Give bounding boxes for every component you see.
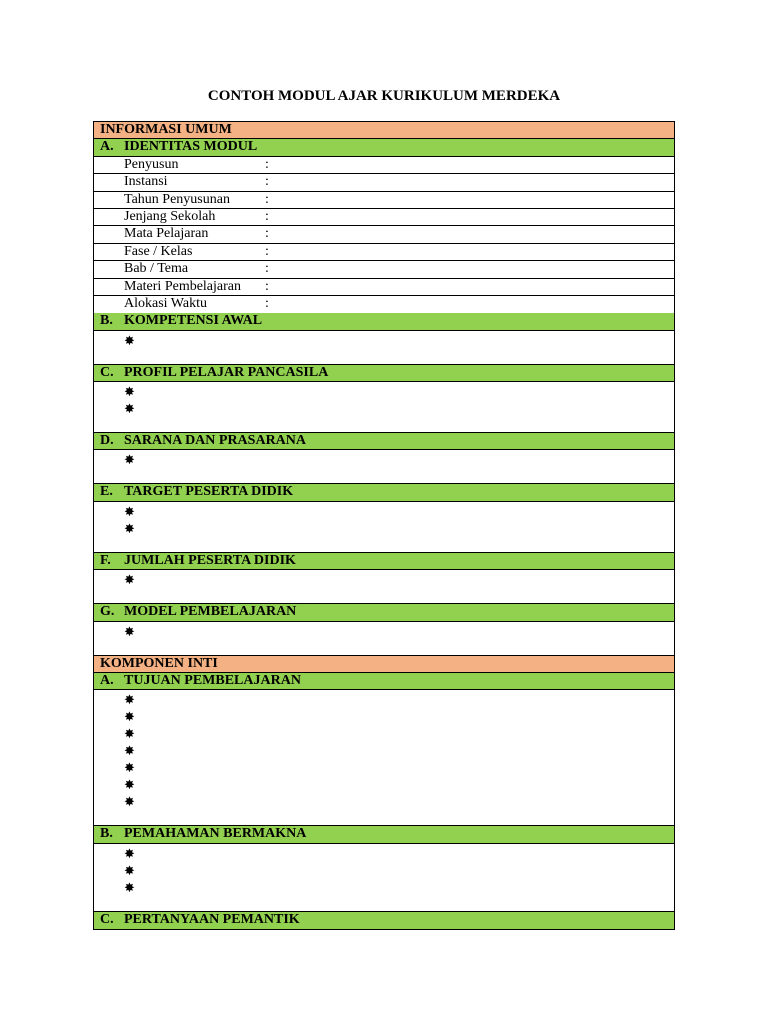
field-colon: : bbox=[265, 174, 269, 190]
subsection-label: TARGET PESERTA DIDIK bbox=[124, 484, 294, 500]
subsection-letter: F. bbox=[100, 552, 111, 568]
komponen-inti-sections bbox=[94, 673, 674, 929]
subsection-label: SARANA DAN PRASARANA bbox=[124, 433, 307, 449]
field-colon: : bbox=[265, 156, 269, 172]
field-label: Fase / Kelas bbox=[124, 243, 193, 259]
subsection-label: KOMPETENSI AWAL bbox=[124, 313, 263, 329]
field-colon: : bbox=[265, 226, 269, 242]
subsection-label: PEMAHAMAN BERMAKNA bbox=[124, 826, 307, 842]
bullet-icon: ✸ bbox=[124, 692, 135, 708]
field-label: Mata Pelajaran bbox=[124, 226, 209, 242]
section-informasi-umum: INFORMASI UMUM bbox=[94, 122, 674, 139]
bullet-icon: ✸ bbox=[124, 384, 135, 400]
document-title: CONTOH MODUL AJAR KURIKULUM MERDEKA bbox=[207, 88, 561, 104]
subsection-letter: E. bbox=[100, 484, 113, 500]
subsection-label: PERTANYAAN PEMANTIK bbox=[124, 911, 300, 927]
informasi-umum-sections bbox=[94, 313, 674, 655]
subsection-kompetensi-awal bbox=[94, 313, 674, 330]
field-label: Tahun Penyusunan bbox=[124, 191, 230, 207]
identitas-fields bbox=[94, 157, 674, 314]
identitas-field-row bbox=[94, 157, 674, 174]
subsection-label: IDENTITAS MODUL bbox=[124, 139, 258, 155]
bullet-icon: ✸ bbox=[124, 760, 135, 776]
bullet-icon: ✸ bbox=[124, 452, 135, 468]
content-box-jumlah-peserta-didik bbox=[94, 570, 674, 604]
bullet-icon: ✸ bbox=[124, 520, 135, 536]
subsection-pemahaman-bermakna bbox=[94, 826, 674, 843]
subsection-pertanyaan-pemantik bbox=[94, 912, 674, 929]
field-label: Jenjang Sekolah bbox=[124, 208, 216, 224]
identitas-field-row bbox=[94, 261, 674, 278]
subsection-label: JUMLAH PESERTA DIDIK bbox=[124, 552, 296, 568]
bullet-icon: ✸ bbox=[124, 726, 135, 742]
subsection-letter: B. bbox=[100, 826, 113, 842]
subsection-letter: D. bbox=[100, 433, 114, 449]
identitas-field-row bbox=[94, 244, 674, 261]
subsection-profil-pelajar-pancasila bbox=[94, 365, 674, 382]
subsection-letter: B. bbox=[100, 313, 113, 329]
bullet-icon: ✸ bbox=[124, 777, 135, 793]
bullet-icon: ✸ bbox=[124, 879, 135, 895]
identitas-field-row bbox=[94, 279, 674, 296]
subsection-sarana-dan-prasarana bbox=[94, 433, 674, 450]
subsection-letter: G. bbox=[100, 604, 115, 620]
subsection-tujuan-pembelajaran bbox=[94, 673, 674, 690]
field-colon: : bbox=[265, 261, 269, 277]
content-box-target-peserta-didik bbox=[94, 502, 674, 553]
subsection-jumlah-peserta-didik bbox=[94, 553, 674, 570]
content-box-tujuan-pembelajaran bbox=[94, 690, 674, 826]
bullet-icon: ✸ bbox=[124, 862, 135, 878]
subsection-label: PROFIL PELAJAR PANCASILA bbox=[124, 364, 329, 380]
field-label: Penyusun bbox=[124, 156, 179, 172]
subsection-identitas-modul bbox=[94, 139, 674, 156]
identitas-field-row bbox=[94, 192, 674, 209]
content-box-kompetensi-awal bbox=[94, 331, 674, 365]
field-label: Alokasi Waktu bbox=[124, 295, 207, 311]
identitas-field-row bbox=[94, 174, 674, 191]
subsection-letter: A. bbox=[100, 673, 114, 689]
content-box-model-pembelajaran bbox=[94, 622, 674, 656]
subsection-label: MODEL PEMBELAJARAN bbox=[124, 604, 297, 620]
identitas-field-row bbox=[94, 296, 674, 313]
field-label: Bab / Tema bbox=[124, 261, 189, 277]
subsection-letter: C. bbox=[100, 364, 114, 380]
content-box-pemahaman-bermakna bbox=[94, 844, 674, 912]
content-box-profil-pelajar-pancasila bbox=[94, 382, 674, 433]
subsection-target-peserta-didik bbox=[94, 484, 674, 501]
module-table bbox=[93, 121, 675, 930]
field-colon: : bbox=[265, 278, 269, 294]
bullet-icon: ✸ bbox=[124, 503, 135, 519]
bullet-icon: ✸ bbox=[124, 623, 135, 639]
subsection-letter: C. bbox=[100, 911, 114, 927]
bullet-icon: ✸ bbox=[124, 709, 135, 725]
bullet-icon: ✸ bbox=[124, 332, 135, 348]
subsection-model-pembelajaran bbox=[94, 604, 674, 621]
identitas-field-row bbox=[94, 226, 674, 243]
field-label: Materi Pembelajaran bbox=[124, 278, 242, 294]
bullet-icon: ✸ bbox=[124, 401, 135, 417]
identitas-field-row bbox=[94, 209, 674, 226]
field-colon: : bbox=[265, 208, 269, 224]
field-colon: : bbox=[265, 191, 269, 207]
bullet-icon: ✸ bbox=[124, 743, 135, 759]
bullet-icon: ✸ bbox=[124, 572, 135, 588]
section-komponen-inti: KOMPONEN INTI bbox=[94, 656, 674, 673]
content-box-sarana-dan-prasarana bbox=[94, 450, 674, 484]
field-colon: : bbox=[265, 295, 269, 311]
bullet-icon: ✸ bbox=[124, 845, 135, 861]
subsection-label: TUJUAN PEMBELAJARAN bbox=[124, 673, 301, 689]
field-colon: : bbox=[265, 243, 269, 259]
bullet-icon: ✸ bbox=[124, 794, 135, 810]
field-label: Instansi bbox=[124, 174, 168, 190]
subsection-letter: A. bbox=[100, 139, 114, 155]
